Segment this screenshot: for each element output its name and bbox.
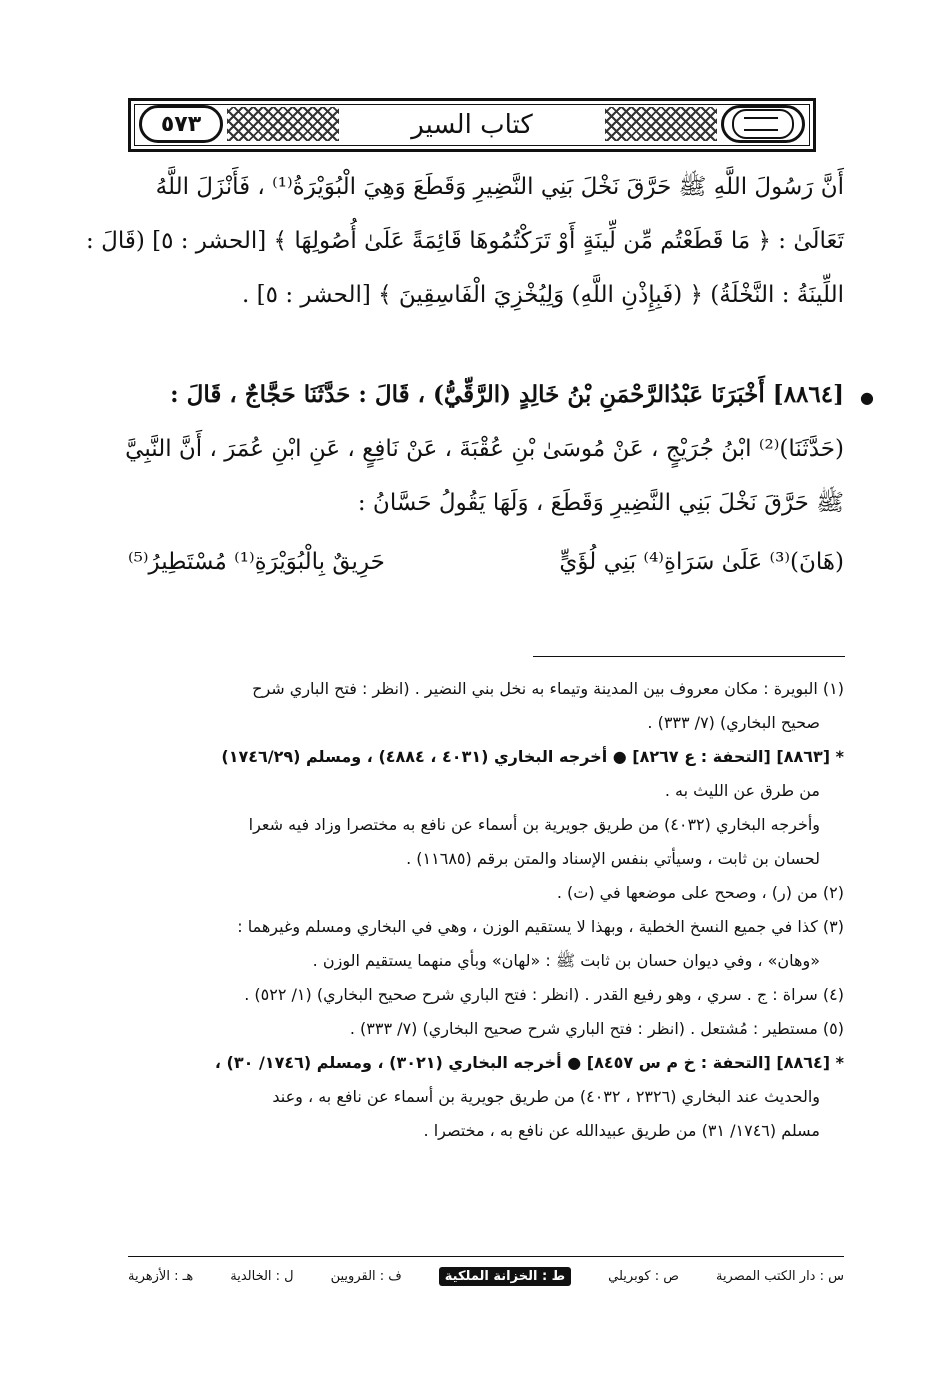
legend-item: ص : كوبريلي <box>608 1268 679 1284</box>
legend-item: ف : القرويين <box>330 1268 402 1284</box>
header-ornament-right <box>605 107 717 141</box>
legend-item: س : دار الكتب المصرية <box>715 1268 844 1284</box>
page-header <box>128 98 816 152</box>
hadith-line: (حَدَّثَنَا)⁽²⁾ ابْنُ جُرَيْجٍ ، عَنْ مُوسَىٰ بْنِ عُقْبَةَ ، عَنْ نَافِعٍ ، عَنِ ابْنِ عُمَرَ ، أَنَّ النَّبِيَّ <box>125 436 844 462</box>
footnote-line: والحديث عند البخاري (٢٣٢٦ ، ٤٠٣٢) من طريق جويرية بن أسماء عن نافع به ، وعند <box>272 1087 820 1106</box>
legend-item-highlighted: ط : الخزانة الملكية <box>439 1267 571 1286</box>
footnote-line: صحيح البخاري) (٧/ ٣٣٣) . <box>647 713 820 732</box>
book-title: كتاب السير <box>359 105 585 145</box>
main-text-block <box>86 160 844 322</box>
footnote-line: * [٨٨٦٤] [التحفة : خ م س ٨٤٥٧] ● أخرجه البخاري (٣٠٢١) ، ومسلم (١٧٤٦/ ٣٠) ، <box>214 1053 844 1072</box>
footnote-line: مسلم (١٧٤٦/ ٣١) من طريق عبيدالله عن نافع به ، مختصرا . <box>423 1121 820 1140</box>
footnote-line: من طرق عن الليث به . <box>664 781 820 800</box>
footnote-line: * [٨٨٦٣] [التحفة : ع ٨٢٦٧] ● أخرجه البخاري (٤٠٣١ ، ٤٨٨٤) ، ومسلم (١٧٤٦/٢٩) <box>221 747 844 766</box>
footnote-line: (٣) كذا في جميع النسخ الخطية ، وبهذا لا يستقيم الوزن ، وهي في البخاري ومسلم وغيرهما : <box>237 917 844 936</box>
legend-item: هـ : الأزهرية <box>128 1268 194 1284</box>
text-line: أَنَّ رَسُولَ اللَّهِ ﷺ حَرَّقَ نَخْلَ بَنِي النَّضِيرِ وَقَطَعَ وَهِيَ الْبُوَيْرَةُ⁽¹⁾ ، فَأَنْزَلَ اللَّهُ <box>155 174 844 200</box>
poem-hemistich-right: (هَانَ)⁽³⁾ عَلَىٰ سَرَاةِ⁽⁴⁾ بَنِي لُؤَيٍّ <box>559 549 844 575</box>
footnote-line: لحسان بن ثابت ، وسيأتي بنفس الإسناد والمتن برقم (١١٦٨٥) . <box>406 849 820 868</box>
footnote-line: (١) البويرة : مكان معروف بين المدينة وتيماء به نخل بني النضير . (انظر : فتح الباري شرح <box>252 679 844 698</box>
footnote-line: (٢) من (ر) ، وصحح على موضعها في (ت) . <box>556 883 844 902</box>
manuscript-legend <box>128 1262 844 1290</box>
legend-separator <box>128 1256 844 1257</box>
page-number: ٥٧٣ <box>160 111 202 137</box>
footnote-separator <box>533 656 845 657</box>
publisher-logo-icon <box>732 109 794 139</box>
footnote-line: وأخرجه البخاري (٤٠٣٢) من طريق جويرية بن أسماء عن نافع به مختصرا وزاد فيه شعرا <box>248 815 820 834</box>
footnote-line: (٥) مستطير : مُشتعل . (انظر : فتح الباري شرح صحيح البخاري) (٧/ ٣٣٣) . <box>349 1019 844 1038</box>
footnotes <box>128 672 844 1148</box>
poem-hemistich-left: حَرِيقٌ بِالْبُوَيْرَةِ⁽¹⁾ مُسْتَطِيرُ⁽⁵⁾ <box>128 549 385 575</box>
text-line: تَعَالَىٰ : ﴿ مَا قَطَعْتُم مِّن لِّينَةٍ أَوْ تَرَكْتُمُوهَا قَائِمَةً عَلَىٰ أُصُولِهَا ﴾ [الحشر : ٥] (قَالَ : <box>86 228 844 254</box>
bullet-icon: ● <box>860 388 874 407</box>
hadith-line: ﷺ حَرَّقَ نَخْلَ بَنِي النَّضِيرِ وَقَطَعَ ، وَلَهَا يَقُولُ حَسَّانُ : <box>357 490 844 516</box>
poem-verse <box>128 530 844 594</box>
header-ornament-left <box>227 107 339 141</box>
hadith-block <box>125 368 874 530</box>
legend-item: ل : الخالدية <box>230 1268 294 1284</box>
page-number-badge <box>139 105 223 143</box>
hadith-line: [٨٨٦٤] أَخْبَرَنَا عَبْدُالرَّحْمَنِ بْنُ خَالِدٍ (الرَّقِّيُّ) ، قَالَ : حَدَّثَنَا حَجَّاجٌ ، قَالَ : <box>170 381 844 408</box>
footnote-line: (٤) سراة : ج . سري ، وهو رفيع القدر . (انظر : فتح الباري شرح صحيح البخاري) (١/ ٥٢٢) . <box>244 985 844 1004</box>
footnote-line: «وهان» ، وفي ديوان حسان بن ثابت ﷺ : «لهان» وبأي منهما يستقيم الوزن . <box>312 951 820 970</box>
text-line: اللِّينَةُ : النَّخْلَةُ) ﴿ (فَبِإِذْنِ اللَّهِ) وَلِيُخْزِيَ الْفَاسِقِينَ ﴾ [الحشر : ٥] . <box>242 282 844 308</box>
publisher-logo-badge <box>721 105 805 143</box>
